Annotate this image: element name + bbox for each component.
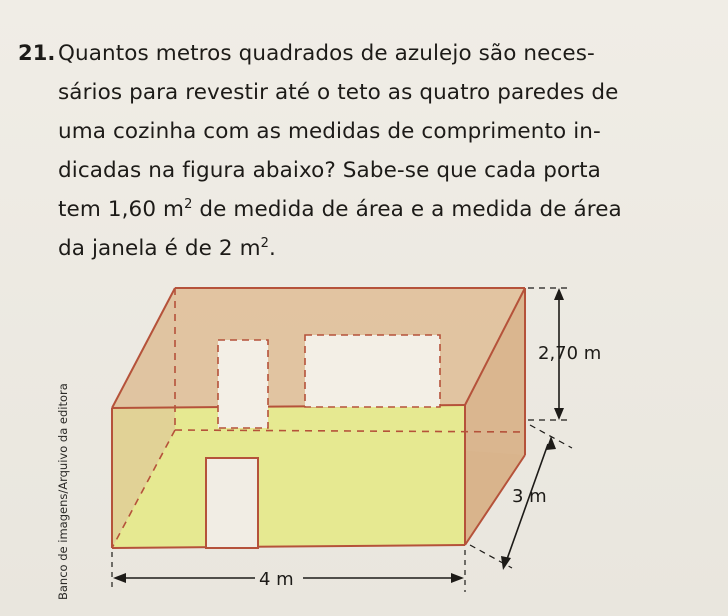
door-area-rest: de medida de área e a medida de área bbox=[199, 197, 622, 222]
problem-line-3: uma cozinha com as medidas de comprimento in- bbox=[58, 119, 601, 144]
front-door bbox=[206, 458, 258, 548]
image-credit: Banco de imagens/Arquivo da editora bbox=[56, 383, 70, 600]
window-area-end: . bbox=[269, 236, 276, 261]
depth-label: 3 m bbox=[512, 486, 547, 507]
exponent: 2 bbox=[184, 196, 193, 212]
exponent: 2 bbox=[260, 235, 270, 251]
problem-line-4: dicadas na figura abaixo? Sabe-se que cada porta bbox=[58, 158, 601, 183]
height-dimension bbox=[528, 288, 601, 420]
problem-line-2: sários para revestir até o teto as quatro paredes de bbox=[58, 80, 619, 105]
window-area-text: da janela é de 2 m bbox=[58, 236, 261, 261]
door-area-text: tem 1,60 m bbox=[58, 197, 185, 222]
length-dimension bbox=[112, 550, 465, 592]
question-number: 21. bbox=[18, 41, 56, 65]
length-label: 4 m bbox=[259, 569, 294, 590]
problem-line-1: Quantos metros quadrados de azulejo são neces- bbox=[58, 41, 595, 66]
back-wall-door bbox=[218, 340, 268, 428]
height-label: 2,70 m bbox=[538, 343, 602, 364]
back-wall-window bbox=[305, 335, 440, 407]
